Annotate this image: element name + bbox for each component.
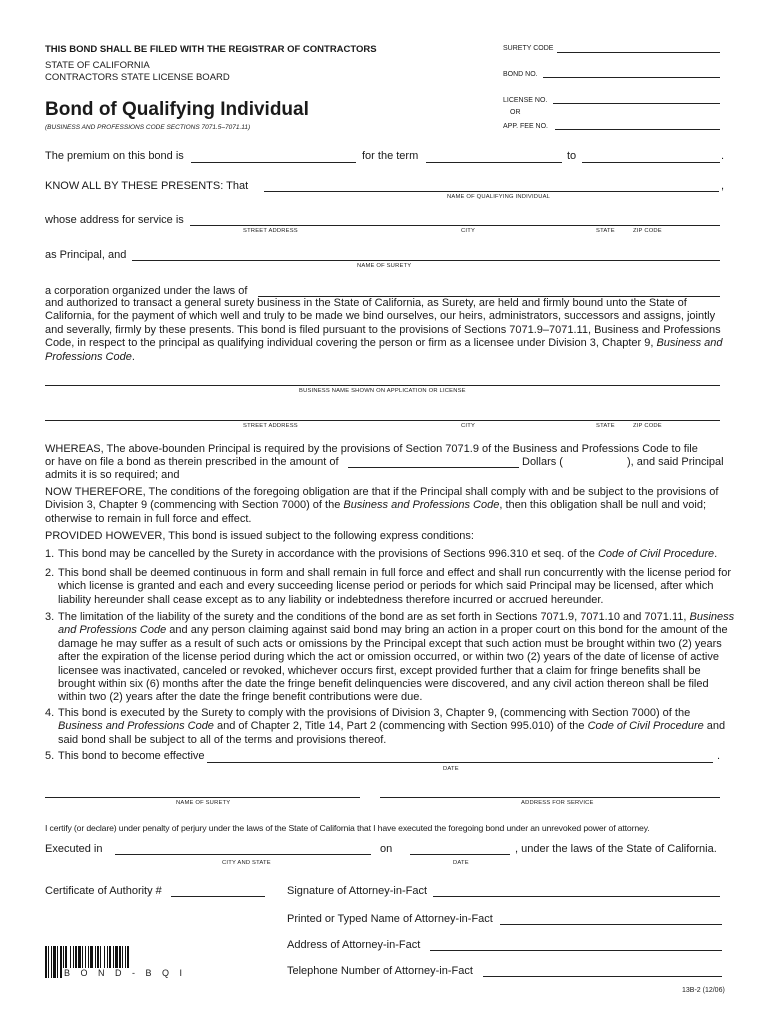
effective-date-field[interactable]: [207, 762, 713, 763]
now-therefore-paragraph: NOW THEREFORE, The conditions of the foregoing obligation are that if the Principal shall comply with and be subject to the provisions of Division 3, Chapter 9 (commencing with Section 7000) of the Business and Professions Code, then this obligation shall be null and void; otherwise to remain in full force and effect.: [45, 486, 719, 525]
certificate-authority-label: Certificate of Authority #: [45, 885, 162, 897]
term-end-field[interactable]: [582, 162, 720, 163]
business-state-caption: STATE: [596, 423, 615, 429]
filing-notice: THIS BOND SHALL BE FILED WITH THE REGISTRAR OF CONTRACTORS: [45, 44, 377, 55]
address-street-caption: STREET ADDRESS: [243, 228, 298, 234]
attorney-address-field[interactable]: [430, 950, 722, 951]
attorney-phone-label: Telephone Number of Attorney-in-Fact: [287, 965, 473, 977]
business-name-field[interactable]: [45, 385, 720, 386]
address-field[interactable]: [190, 225, 720, 226]
surety-signature-name-caption: NAME OF SURETY: [176, 800, 231, 806]
surety-code-label: SURETY CODE: [503, 45, 554, 52]
executed-tail: , under the laws of the State of California.: [515, 843, 717, 855]
bond-no-field[interactable]: [543, 77, 720, 78]
attorney-signature-label: Signature of Attorney-in-Fact: [287, 885, 428, 897]
app-fee-no-field[interactable]: [555, 129, 720, 130]
surety-name-caption: NAME OF SURETY: [357, 263, 412, 269]
attorney-phone-field[interactable]: [483, 976, 722, 977]
qualifying-individual-caption: NAME OF QUALIFYING INDIVIDUAL: [447, 194, 551, 200]
surety-name-field[interactable]: [132, 260, 720, 261]
condition-3: 3. The limitation of the liability of the surety and the conditions of the bond are as set forth in Sections 7071.9, 7071.10 and 7071.11, Business and Professions Code and any person claiming against said bond may bring an action in a proper court on this bond for the amount of the damage he may suffer as a result of such acts or omissions by the Principal except that such action must be brought within two (2) years after the expiration of the license period during which the act or omission occurred, or within two (2) years of the date of license of active licensee was inactivated, canceled or revoked, whichever occurs first, except provided further that a claim for fringe benefits shall be brought within six (6) months after the date the fringe benefit delinquencies were discovered, and any civil action thereon shall be filed within two (2) years after the date the fringe benefit contributions were due.: [45, 611, 735, 704]
attorney-printed-name-label: Printed or Typed Name of Attorney-in-Fact: [287, 913, 493, 925]
condition-1: 1. This bond may be cancelled by the Surety in accordance with the provisions of Sections 996.310 et seq. of the Code of Civil Procedure.: [45, 548, 718, 560]
term-start-field[interactable]: [426, 162, 562, 163]
license-no-label: LICENSE NO.: [503, 97, 548, 104]
surety-address-field[interactable]: [380, 797, 720, 798]
business-name-caption: BUSINESS NAME SHOWN ON APPLICATION OR LICENSE: [299, 388, 466, 394]
corporation-label: a corporation organized under the laws of: [45, 285, 248, 297]
surety-address-caption: ADDRESS FOR SERVICE: [521, 800, 594, 806]
surety-signature-name-field[interactable]: [45, 797, 360, 798]
know-all-label: KNOW ALL BY THESE PRESENTS: That: [45, 180, 249, 192]
barcode-text: B O N D - B Q I: [64, 968, 187, 978]
executed-date-field[interactable]: [410, 854, 510, 855]
or-label: OR: [510, 109, 521, 116]
premium-end: .: [721, 150, 725, 162]
code-reference: (BUSINESS AND PROFESSIONS CODE SECTIONS 7071.5–7071.11): [45, 124, 251, 131]
executed-label: Executed in: [45, 843, 103, 855]
business-city-caption: CITY: [461, 423, 476, 429]
whereas-line2a: or have on file a bond as therein prescribed in the amount of: [45, 456, 339, 468]
to-label: to: [567, 150, 577, 162]
app-fee-no-label: APP. FEE NO.: [503, 123, 548, 130]
executed-city-caption: CITY AND STATE: [222, 860, 271, 866]
address-city-caption: CITY: [461, 228, 476, 234]
whereas-line3: admits it is so required; and: [45, 469, 180, 481]
condition-5: 5. This bond to become effective: [45, 750, 205, 762]
bond-amount-figures-field[interactable]: [572, 467, 624, 468]
business-address-field[interactable]: [45, 420, 720, 421]
executed-date-caption: DATE: [453, 860, 469, 866]
certify-statement: I certify (or declare) under penalty of perjury under the laws of the State of California that I have executed the foregoing bond under an unrevoked power of attorney.: [45, 823, 650, 833]
address-label: whose address for service is: [45, 214, 184, 226]
whereas-line2c: ), and said Principal: [627, 456, 724, 468]
certificate-authority-field[interactable]: [171, 896, 265, 897]
corporation-paragraph: and authorized to transact a general surety business in the State of California, as Surety, are held and firmly bound unto the State of California, for the payment of which well and truly to be made we bind ourselves, our heirs, administrators, successors and assigns, jointly and severally, firmly by these presents. This bond is filed pursuant to the provisions of Sections 7071.9–7071.11, Business and Professions Code, in respect to the principal as qualifying individual covering the person or firm as a licensee under Division 3, Chapter 9, Business and Professions Code.: [45, 297, 723, 363]
condition-4: 4. This bond is executed by the Surety to comply with the provisions of Division 3, Chapter 9, (commencing with Section 7000) of the Business and Professions Code and of Chapter 2, Title 14, Part 2 (commencing with Section 995.010) of the Code of Civil Procedure and said bond shall be subject to all of the terms and provisions thereof.: [45, 707, 726, 746]
board-name: CONTRACTORS STATE LICENSE BOARD: [45, 72, 230, 83]
whereas-line1: WHEREAS, The above-bounden Principal is required by the provisions of Section 7071.9 of the Business and Professions Code to file: [45, 443, 698, 455]
address-zip-caption: ZIP CODE: [633, 228, 662, 234]
principal-label: as Principal, and: [45, 249, 127, 261]
premium-field[interactable]: [191, 162, 356, 163]
premium-label: The premium on this bond is: [45, 150, 184, 162]
surety-code-field[interactable]: [557, 52, 720, 53]
whereas-dollars: Dollars (: [522, 456, 563, 468]
qualifying-individual-field[interactable]: [264, 191, 719, 192]
know-all-comma: ,: [721, 180, 725, 192]
executed-city-field[interactable]: [115, 854, 371, 855]
license-no-field[interactable]: [553, 103, 720, 104]
attorney-signature-field[interactable]: [433, 896, 720, 897]
attorney-address-label: Address of Attorney-in-Fact: [287, 939, 421, 951]
term-label: for the term: [362, 150, 419, 162]
address-state-caption: STATE: [596, 228, 615, 234]
state-name: STATE OF CALIFORNIA: [45, 60, 150, 71]
condition-5-end: .: [717, 750, 721, 762]
form-id: 13B-2 (12/06): [682, 987, 725, 994]
page-title: Bond of Qualifying Individual: [45, 99, 309, 120]
effective-date-caption: DATE: [443, 766, 459, 772]
bond-no-label: BOND NO.: [503, 71, 538, 78]
bond-amount-words-field[interactable]: [348, 467, 519, 468]
condition-2: 2. This bond shall be deemed continuous in form and shall remain in full force and effect and shall run concurrently with the license period for which license is granted and each and every succeeding license period or periods for which said Principal may be licensed, after which liability hereunder shall cease except as to any liability or indebtedness therefore incurred or accrued hereunder.: [45, 567, 732, 606]
provided-however: PROVIDED HOWEVER, This bond is issued subject to the following express conditions:: [45, 530, 474, 542]
executed-on: on: [380, 843, 393, 855]
attorney-printed-name-field[interactable]: [500, 924, 722, 925]
business-street-caption: STREET ADDRESS: [243, 423, 298, 429]
business-zip-caption: ZIP CODE: [633, 423, 662, 429]
